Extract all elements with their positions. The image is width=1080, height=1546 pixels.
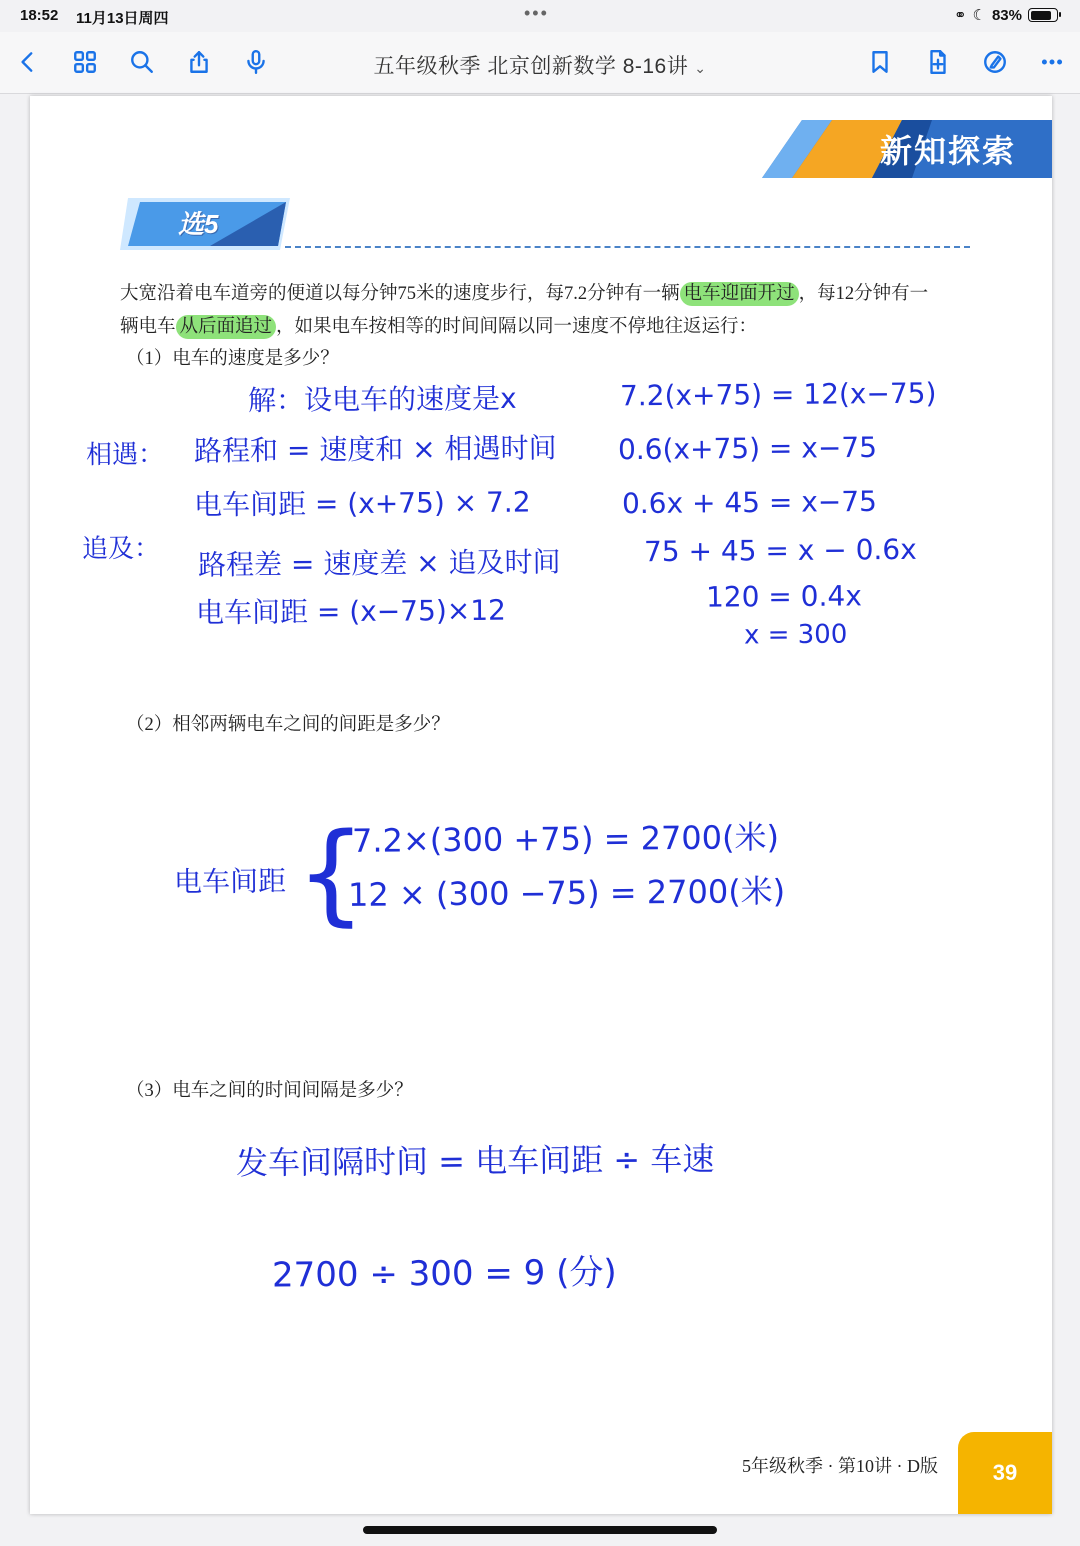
moon-icon: ☾ — [972, 7, 986, 24]
hw-interval-calc: 2700 ÷ 300 = 9 (分) — [271, 1252, 617, 1296]
grid-icon[interactable] — [67, 44, 103, 80]
hw-let: 解：设电车的速度是x — [247, 381, 517, 418]
status-bar — [0, 0, 1080, 32]
link-icon: ⚭ — [953, 7, 967, 24]
banner-title: 新知探索 — [879, 133, 1016, 169]
bookmark-icon[interactable] — [862, 44, 898, 80]
more-icon[interactable] — [1034, 44, 1070, 80]
hw-chase-label: 追及： — [81, 533, 161, 565]
toolbar — [0, 32, 1080, 94]
hw-gap-line1: 7.2×(300 +75) = 2700(米) — [351, 818, 780, 860]
battery-icon — [1028, 8, 1058, 22]
hw-brace: { — [296, 809, 366, 937]
page-number: 39 — [958, 1432, 1052, 1514]
hw-eq5: 120 = 0.4x — [705, 579, 862, 614]
section-divider — [285, 246, 970, 248]
status-time: 18:52 — [20, 7, 59, 24]
hw-eq6: x = 300 — [743, 619, 848, 651]
hw-chase-formula: 路程差 = 速度差 × 追及时间 — [197, 545, 561, 582]
highlight-oncoming: 电车迎面开过 — [680, 282, 799, 306]
chevron-down-icon: ⌄ — [694, 60, 707, 76]
status-indicators — [954, 6, 1058, 24]
question-2: （2）相邻两辆电车之间的间距是多少？ — [126, 715, 450, 735]
problem-text-part: 辆电车 — [120, 317, 176, 337]
hw-chase-gap: 电车间距 = (x−75)×12 — [195, 593, 507, 630]
hw-eq2: 0.6(x+75) = x−75 — [617, 430, 878, 467]
document-page[interactable] — [30, 96, 1052, 1514]
hw-meet-label: 相遇： — [85, 439, 165, 471]
search-icon[interactable] — [124, 44, 160, 80]
microphone-icon[interactable] — [238, 44, 274, 80]
hw-eq1: 7.2(x+75) = 12(x−75) — [619, 376, 937, 413]
problem-text-part: 大宽沿着电车道旁的便道以每分钟75米的速度步行，每7.2分钟有一辆 — [120, 284, 680, 304]
hw-eq3: 0.6x + 45 = x−75 — [621, 484, 878, 521]
page-footer: 5年级秋季 · 第10讲 · D版 — [742, 1456, 938, 1476]
document-title-text: 五年级秋季 北京创新数学 8-16讲 — [373, 55, 689, 78]
question-1: （1）电车的速度是多少？ — [126, 349, 339, 369]
problem-text-part: ，每12分钟有一 — [798, 284, 929, 304]
add-page-icon[interactable] — [920, 44, 956, 80]
problem-text — [120, 278, 980, 344]
hw-interval-formula: 发车间隔时间 = 电车间距 ÷ 车速 — [235, 1139, 715, 1183]
problem-text-part: ，如果电车按相等的时间间隔以同一速度不停地往返运行： — [276, 317, 758, 337]
document-title[interactable] — [300, 50, 780, 80]
status-date: 11月13日周四 — [76, 10, 169, 27]
chevron-left-icon[interactable] — [10, 44, 46, 80]
share-icon[interactable] — [181, 44, 217, 80]
hw-eq4: 75 + 45 = x − 0.6x — [643, 532, 917, 569]
home-indicator[interactable] — [363, 1526, 717, 1534]
markup-pen-icon[interactable] — [977, 44, 1013, 80]
question-3: （3）电车之间的时间间隔是多少？ — [126, 1081, 413, 1101]
section-title: 选5 — [178, 209, 219, 239]
hw-meet-gap: 电车间距 = (x+75) × 7.2 — [193, 485, 531, 522]
highlight-overtaking: 从后面追过 — [176, 315, 277, 339]
hw-meet-formula: 路程和 = 速度和 × 相遇时间 — [193, 431, 557, 468]
battery-percent: 83% — [991, 6, 1022, 24]
hw-gap-label: 电车间距 — [173, 864, 287, 899]
hw-gap-line2: 12 × (300 −75) = 2700(米) — [347, 872, 786, 914]
multitasking-dots-icon[interactable]: ••• — [524, 3, 549, 23]
